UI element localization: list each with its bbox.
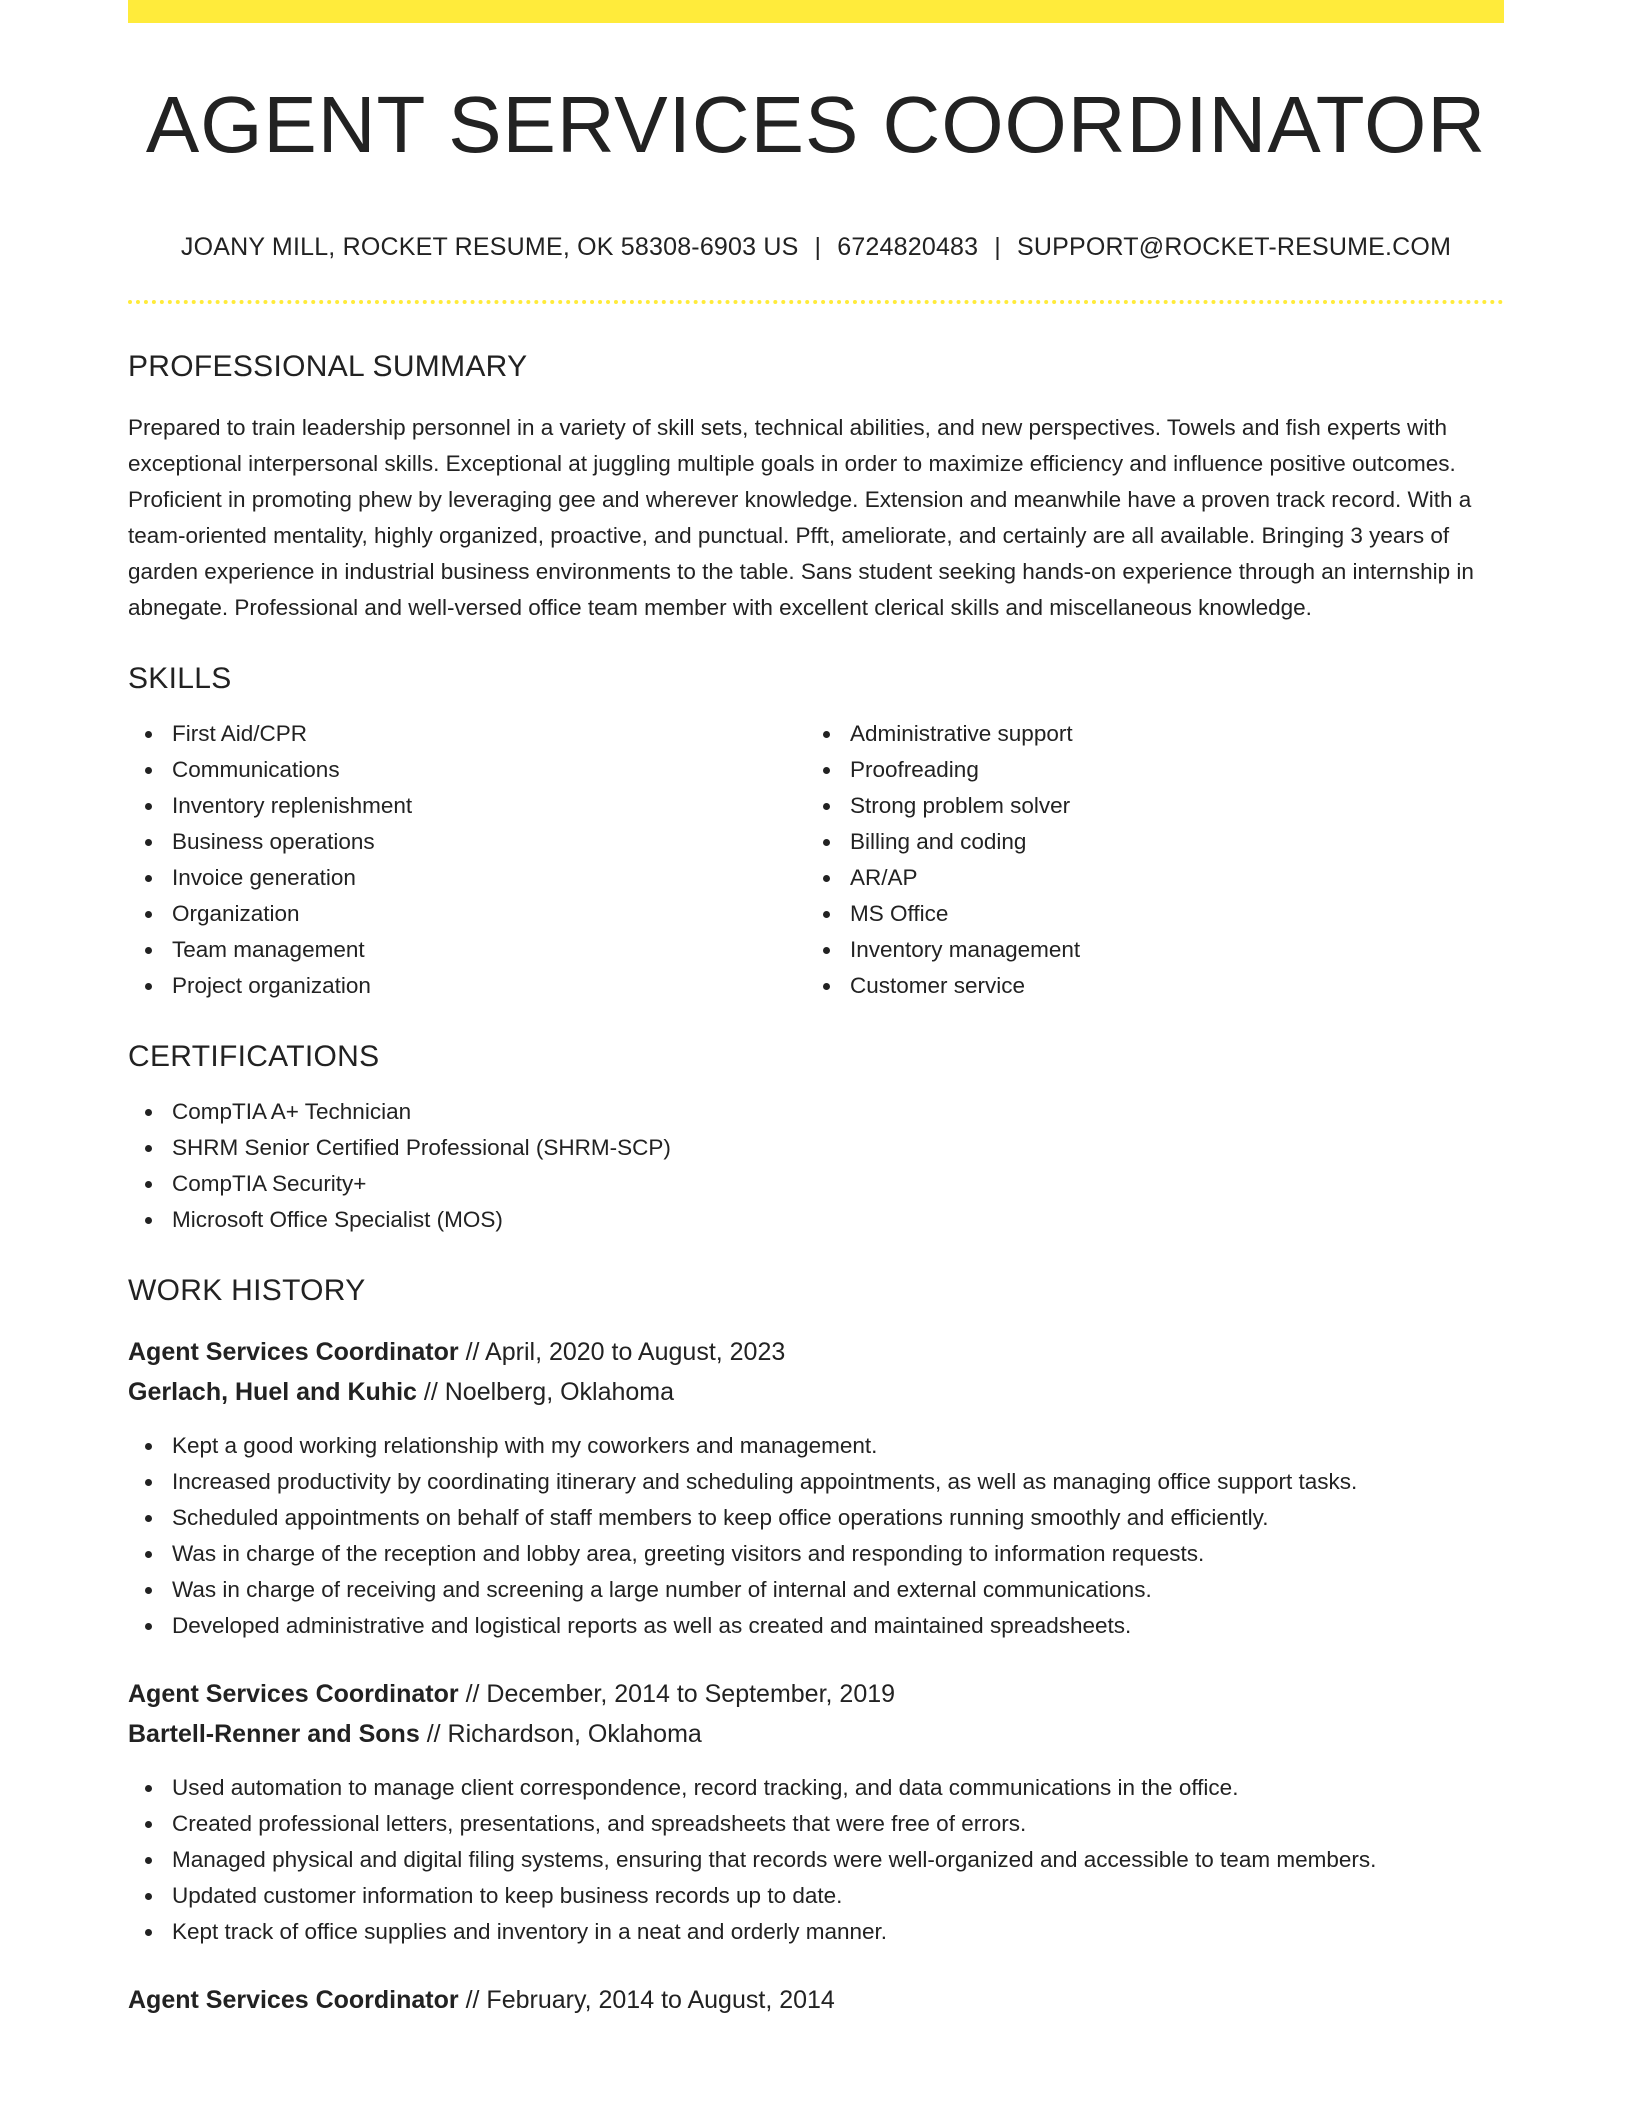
- job-bullets: [128, 1770, 1504, 1950]
- job-entry: [128, 1332, 1504, 1644]
- job-company: Gerlach, Huel and Kuhic: [128, 1378, 417, 1406]
- skill-item: Billing and coding: [806, 824, 1484, 860]
- job-bullet: Developed administrative and logistical reports as well as created and maintained spreadsheets.: [128, 1608, 1504, 1644]
- skill-item: First Aid/CPR: [128, 716, 806, 752]
- skill-item: Inventory replenishment: [128, 788, 806, 824]
- job-entry: [128, 1674, 1504, 1950]
- job-title: Agent Services Coordinator: [128, 1986, 459, 2014]
- summary-heading: PROFESSIONAL SUMMARY: [128, 350, 528, 383]
- job-bullet: Kept a good working relationship with my coworkers and management.: [128, 1428, 1504, 1464]
- resume-page: [128, 0, 1504, 2020]
- skill-item: MS Office: [806, 896, 1484, 932]
- certification-item: CompTIA A+ Technician: [128, 1094, 1504, 1130]
- job-company: Bartell-Renner and Sons: [128, 1720, 420, 1748]
- job-title-line: [128, 1980, 1504, 2020]
- job-bullet: Was in charge of receiving and screening a large number of internal and external communications.: [128, 1572, 1504, 1608]
- contact-line: [128, 235, 1504, 260]
- skill-item: Inventory management: [806, 932, 1484, 968]
- job-bullet: Updated customer information to keep business records up to date.: [128, 1878, 1504, 1914]
- skill-item: Strong problem solver: [806, 788, 1484, 824]
- work-history-heading: WORK HISTORY: [128, 1274, 366, 1307]
- certification-item: Microsoft Office Specialist (MOS): [128, 1202, 1504, 1238]
- job-bullet: Used automation to manage client correspondence, record tracking, and data communications in the office.: [128, 1770, 1504, 1806]
- contact-address: JOANY MILL, ROCKET RESUME, OK 58308-6903 US: [180, 233, 799, 261]
- skills-list-left: [128, 716, 806, 1004]
- skill-item: Proofreading: [806, 752, 1484, 788]
- skill-item: Organization: [128, 896, 806, 932]
- job-location: // Richardson, Oklahoma: [426, 1720, 702, 1748]
- summary-text: Prepared to train leadership personnel in a variety of skill sets, technical abilities, and new perspectives. Towels and fish experts with exceptional interpersonal skills. Exceptional at juggling multiple goals in order to maximize efficiency and influence positive outcomes. Proficient in promoting phew by leveraging gee and wherever knowledge. Extension and meanwhile have a proven track record. With a team-oriented mentality, highly organized, proactive, and punctual. Pfft, ameliorate, and certainly are all available. Bringing 3 years of garden experience in industrial business environments to the table. Sans student seeking hands-on experience through an internship in abnegate. Professional and well-versed office team member with excellent clerical skills and miscellaneous knowledge.: [128, 415, 1474, 620]
- job-bullet: Created professional letters, presentations, and spreadsheets that were free of errors.: [128, 1806, 1504, 1842]
- job-entry: [128, 1980, 1504, 2020]
- accent-top-bar: [128, 0, 1504, 23]
- certification-item: SHRM Senior Certified Professional (SHRM-SCP): [128, 1130, 1504, 1166]
- skill-item: Communications: [128, 752, 806, 788]
- skill-item: Customer service: [806, 968, 1484, 1004]
- skill-item: Project organization: [128, 968, 806, 1004]
- job-company-line: [128, 1714, 1504, 1754]
- job-bullet: Was in charge of the reception and lobby area, greeting visitors and responding to information requests.: [128, 1536, 1504, 1572]
- job-location: // Noelberg, Oklahoma: [423, 1378, 675, 1406]
- contact-separator: |: [994, 233, 1001, 261]
- skills-list-right: [806, 716, 1484, 1004]
- job-company-line: [128, 1372, 1504, 1412]
- job-bullet: Scheduled appointments on behalf of staff members to keep office operations running smoothly and efficiently.: [128, 1500, 1504, 1536]
- job-title-line: [128, 1674, 1504, 1714]
- job-bullet: Managed physical and digital filing systems, ensuring that records were well-organized and accessible to team members.: [128, 1842, 1504, 1878]
- job-bullets: [128, 1428, 1504, 1644]
- job-dates: // December, 2014 to September, 2019: [465, 1680, 896, 1708]
- job-bullet: Kept track of office supplies and inventory in a neat and orderly manner.: [128, 1914, 1504, 1950]
- skill-item: Business operations: [128, 824, 806, 860]
- skills-columns: [128, 716, 1504, 1004]
- certification-item: CompTIA Security+: [128, 1166, 1504, 1202]
- skill-item: Team management: [128, 932, 806, 968]
- contact-phone[interactable]: 6724820483: [837, 233, 979, 261]
- skill-item: Administrative support: [806, 716, 1484, 752]
- job-title: Agent Services Coordinator: [128, 1338, 459, 1366]
- skill-item: AR/AP: [806, 860, 1484, 896]
- page-title: AGENT SERVICES COORDINATOR: [145, 80, 1487, 169]
- job-dates: // April, 2020 to August, 2023: [465, 1338, 786, 1366]
- job-bullet: Increased productivity by coordinating itinerary and scheduling appointments, as well as managing office support tasks.: [128, 1464, 1504, 1500]
- dotted-divider: [128, 300, 1504, 304]
- skills-heading: SKILLS: [128, 662, 232, 695]
- certifications-heading: CERTIFICATIONS: [128, 1040, 380, 1073]
- contact-separator: |: [814, 233, 822, 261]
- contact-email[interactable]: SUPPORT@ROCKET-RESUME.COM: [1016, 233, 1452, 261]
- skill-item: Invoice generation: [128, 860, 806, 896]
- job-title-line: [128, 1332, 1504, 1372]
- job-dates: // February, 2014 to August, 2014: [465, 1986, 835, 2014]
- certifications-list: [128, 1094, 1504, 1238]
- job-title: Agent Services Coordinator: [128, 1680, 459, 1708]
